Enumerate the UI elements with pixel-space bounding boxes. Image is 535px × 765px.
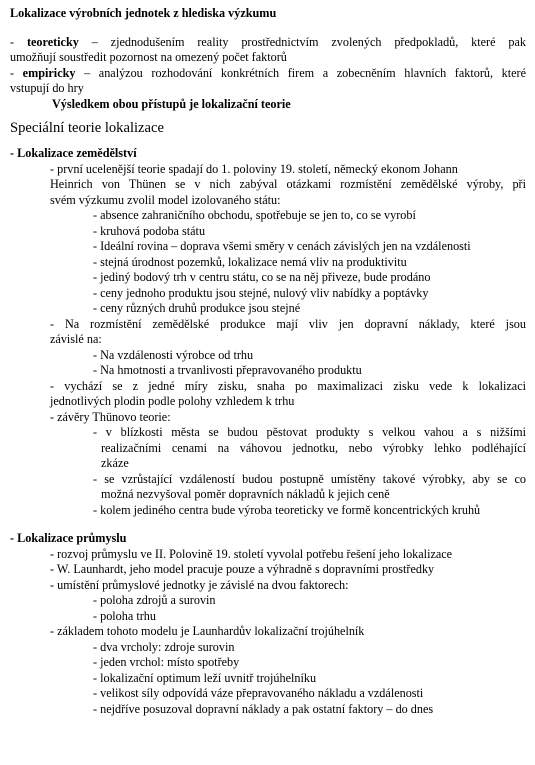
- list-item: - stejná úrodnost pozemků, lokalizace nemá vliv na produktivitu: [93, 254, 407, 269]
- empirical-approach-line1: - empiricky – analýzou rozhodování konkrétních firem a zobecněním hlavních faktorů, které: [10, 65, 526, 80]
- list-item: - jeden vrchol: místo spotřeby: [93, 655, 240, 669]
- empirical-approach-line2: vstupují do hry: [10, 81, 84, 95]
- list-item: - Na hmotnosti a trvanlivosti přepravovaného produktu: [93, 363, 362, 377]
- agriculture-p2-line2: závislé na:: [50, 332, 102, 346]
- empirical-text: – analýzou rozhodování konkrétních firem a zobecněním hlavních faktorů, které: [75, 65, 526, 80]
- conclusion-1-line2: realizačními cenami na váhovou jednotku, nebo výrobky lehko podléhající: [101, 440, 526, 455]
- approaches-result: Výsledkem obou přístupů je lokalizační teorie: [52, 96, 291, 111]
- theoretical-approach-line1: - teoreticky – zjednodušením reality prostřednictvím zvolených předpokladů, které pak: [10, 34, 526, 49]
- conclusion-1-line1: - v blízkosti města se budou pěstovat produkty s velkou vahou a s nižšími: [93, 425, 526, 439]
- list-item: - Na vzdálenosti výrobce od trhu: [93, 347, 254, 362]
- list-item: - kruhová podoba státu: [93, 223, 206, 238]
- conclusion-3: - kolem jediného centra bude výroba teoreticky ve formě koncentrických kruhů: [93, 502, 481, 517]
- document-title: Lokalizace výrobních jednotek z hlediska výzkumu: [10, 6, 277, 20]
- spacer: [10, 518, 526, 531]
- section-title: Speciální teorie lokalizace: [10, 120, 164, 136]
- triangle-intro: - základem tohoto modelu je Launhardův lokalizační trojúhelník: [50, 624, 365, 638]
- agriculture-p1-line1: - první ucelenější teorie spadají do 1. poloviny 19. století, německý ekonom Johann: [50, 161, 458, 176]
- agriculture-p4: - závěry Thünovo teorie:: [50, 409, 171, 424]
- list-item: - jediný bodový trh v centru státu, co se na něj přiveze, bude prodáno: [93, 270, 431, 284]
- list-item: - velikost síly odpovídá váze přepravovaného nákladu a vzdálenosti: [93, 686, 424, 700]
- conclusion-2-line1: - se vzrůstající vzdáleností budou postupně umístěny takové výrobky, aby se co: [93, 471, 526, 486]
- conclusion-1-line3: zkáze: [101, 456, 129, 470]
- industry-heading: - Lokalizace průmyslu: [10, 531, 127, 545]
- theoretical-approach-line2: umožňují soustředit pozornost na omezený počet faktorů: [10, 50, 287, 64]
- agriculture-p1-line2: Heinrich von Thünen se v nich zabýval otázkami rozmístění zemědělské výroby, při: [50, 177, 526, 191]
- agriculture-p3-line2: jednotlivých plodin podle polohy vzhledem k trhu: [50, 394, 295, 408]
- list-item: - lokalizační optimum leží uvnitř trojúhelníku: [93, 670, 317, 685]
- agriculture-p3-line1: - vychází se z jedné míry zisku, snaha po maximalizaci zisku vede k lokalizaci: [50, 378, 526, 393]
- spacer: [10, 22, 526, 35]
- conclusion-2-line2: možná nezvyšoval poměr dopravních nákladů k jejich ceně: [101, 487, 390, 501]
- list-item: - ceny různých druhů produkce jsou stejné: [93, 301, 301, 315]
- agriculture-p2-line1: - Na rozmístění zemědělské produkce mají vliv jen dopravní náklady, které jsou: [50, 316, 526, 331]
- list-item: - nejdříve posuzoval dopravní náklady a pak ostatní faktory – do dnes: [93, 701, 434, 716]
- list-item: - ceny jednoho produktu jsou stejné, nulový vliv nabídky a poptávky: [93, 285, 429, 300]
- list-item: - dva vrcholy: zdroje surovin: [93, 639, 235, 654]
- empirical-term: empiricky: [22, 65, 76, 80]
- list-item: - umístění průmyslové jednotky je závislé na dvou faktorech:: [50, 577, 349, 592]
- theoretical-text: – zjednodušením reality prostřednictvím zvolených předpokladů, které pak: [78, 34, 526, 49]
- agriculture-heading: - Lokalizace zemědělství: [10, 146, 137, 160]
- theoretical-term: teoreticky: [26, 34, 79, 49]
- list-item: - W. Launhardt, jeho model pracuje pouze a výhradně s dopravními prostředky: [50, 562, 435, 576]
- list-item: - rozvoj průmyslu ve II. Polovině 19. století vyvolal potřebu řešení jeho lokalizace: [50, 546, 453, 561]
- list-item: - poloha trhu: [93, 608, 156, 623]
- list-item: - poloha zdrojů a surovin: [93, 593, 216, 607]
- list-item: - absence zahraničního obchodu, spotřebuje se jen to, co se vyrobí: [93, 208, 416, 222]
- list-item: - Ideální rovina – doprava všemi směry v cenách závislých jen na vzdálenosti: [93, 239, 471, 253]
- agriculture-p1-line3: svém výzkumu zvolil model izolovaného státu:: [50, 192, 281, 207]
